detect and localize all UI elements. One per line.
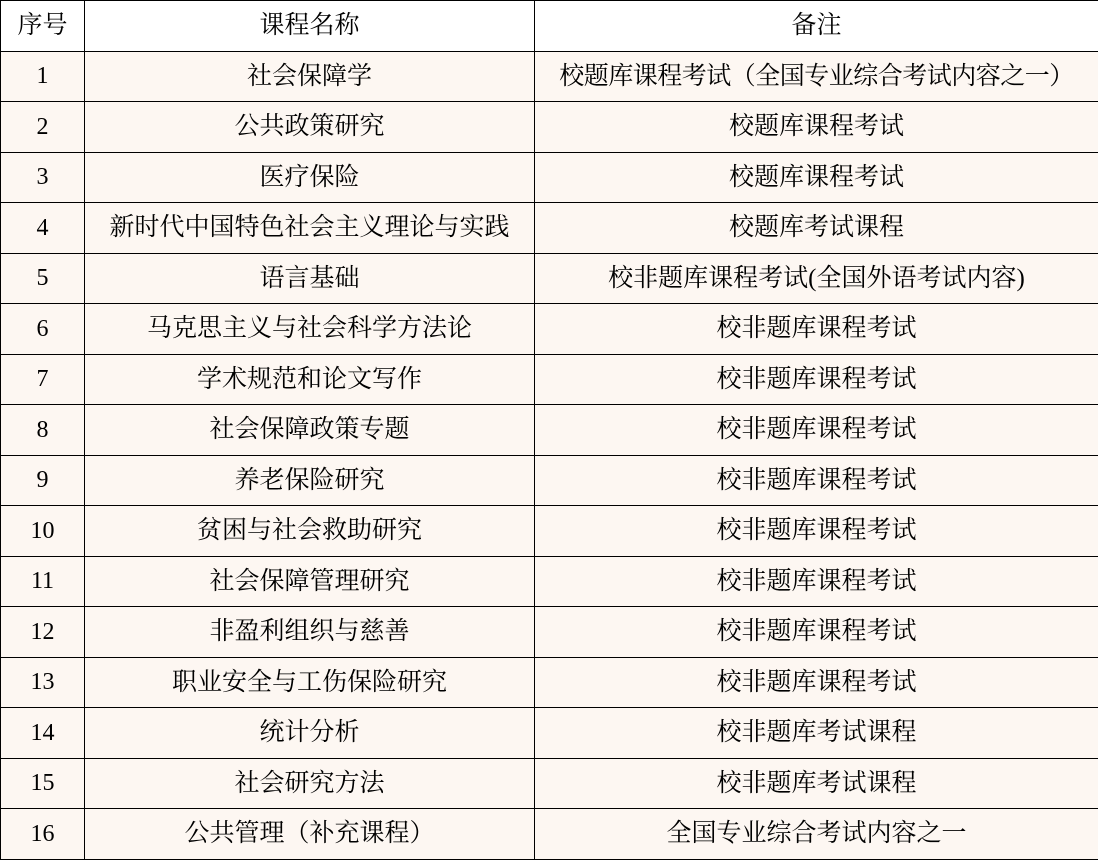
cell-index: 5	[1, 253, 85, 304]
cell-index: 15	[1, 758, 85, 809]
cell-index: 11	[1, 556, 85, 607]
cell-course-name: 统计分析	[85, 708, 535, 759]
cell-index: 3	[1, 152, 85, 203]
table-row	[1, 809, 1098, 860]
cell-note: 校非题库考试课程	[535, 708, 1098, 759]
column-header-course-name: 课程名称	[85, 1, 535, 52]
table-row	[1, 203, 1098, 254]
cell-note: 校非题库课程考试	[535, 607, 1098, 658]
cell-course-name: 公共管理（补充课程）	[85, 809, 535, 860]
cell-course-name: 语言基础	[85, 253, 535, 304]
cell-course-name: 新时代中国特色社会主义理论与实践	[85, 203, 535, 254]
cell-course-name: 职业安全与工伤保险研究	[85, 657, 535, 708]
cell-index: 14	[1, 708, 85, 759]
cell-course-name: 贫困与社会救助研究	[85, 506, 535, 557]
table-row	[1, 657, 1098, 708]
table-row	[1, 758, 1098, 809]
cell-index: 4	[1, 203, 85, 254]
table-row	[1, 354, 1098, 405]
cell-course-name: 社会保障管理研究	[85, 556, 535, 607]
cell-index: 7	[1, 354, 85, 405]
cell-course-name: 学术规范和论文写作	[85, 354, 535, 405]
cell-index: 16	[1, 809, 85, 860]
cell-note: 校非题库考试课程	[535, 758, 1098, 809]
table-row	[1, 506, 1098, 557]
cell-index: 10	[1, 506, 85, 557]
cell-course-name: 公共政策研究	[85, 102, 535, 153]
cell-course-name: 社会保障学	[85, 51, 535, 102]
cell-index: 1	[1, 51, 85, 102]
cell-course-name: 社会保障政策专题	[85, 405, 535, 456]
table-header	[1, 1, 1098, 52]
cell-course-name: 非盈利组织与慈善	[85, 607, 535, 658]
cell-note: 校非题库课程考试	[535, 304, 1098, 355]
cell-note: 校非题库课程考试	[535, 657, 1098, 708]
cell-index: 8	[1, 405, 85, 456]
cell-index: 13	[1, 657, 85, 708]
cell-index: 9	[1, 455, 85, 506]
table-row	[1, 102, 1098, 153]
table-row	[1, 405, 1098, 456]
cell-note: 校非题库课程考试	[535, 354, 1098, 405]
cell-note: 校非题库课程考试	[535, 455, 1098, 506]
cell-course-name: 社会研究方法	[85, 758, 535, 809]
cell-note: 校非题库课程考试(全国外语考试内容)	[535, 253, 1098, 304]
cell-note: 校非题库课程考试	[535, 506, 1098, 557]
table-row	[1, 152, 1098, 203]
cell-note: 全国专业综合考试内容之一	[535, 809, 1098, 860]
cell-index: 2	[1, 102, 85, 153]
cell-note: 校题库课程考试	[535, 102, 1098, 153]
table-body	[1, 51, 1098, 859]
cell-course-name: 医疗保险	[85, 152, 535, 203]
table-row	[1, 708, 1098, 759]
table-row	[1, 455, 1098, 506]
cell-course-name: 养老保险研究	[85, 455, 535, 506]
table-row	[1, 556, 1098, 607]
cell-note: 校非题库课程考试	[535, 405, 1098, 456]
cell-note: 校题库课程考试	[535, 152, 1098, 203]
cell-course-name: 马克思主义与社会科学方法论	[85, 304, 535, 355]
column-header-index: 序号	[1, 1, 85, 52]
column-header-note: 备注	[535, 1, 1098, 52]
cell-note: 校题库考试课程	[535, 203, 1098, 254]
cell-index: 6	[1, 304, 85, 355]
table-row	[1, 51, 1098, 102]
table-row	[1, 253, 1098, 304]
cell-note: 校非题库课程考试	[535, 556, 1098, 607]
table-row	[1, 607, 1098, 658]
cell-note: 校题库课程考试（全国专业综合考试内容之一）	[535, 51, 1098, 102]
table-row	[1, 304, 1098, 355]
table-header-row	[1, 1, 1098, 52]
cell-index: 12	[1, 607, 85, 658]
